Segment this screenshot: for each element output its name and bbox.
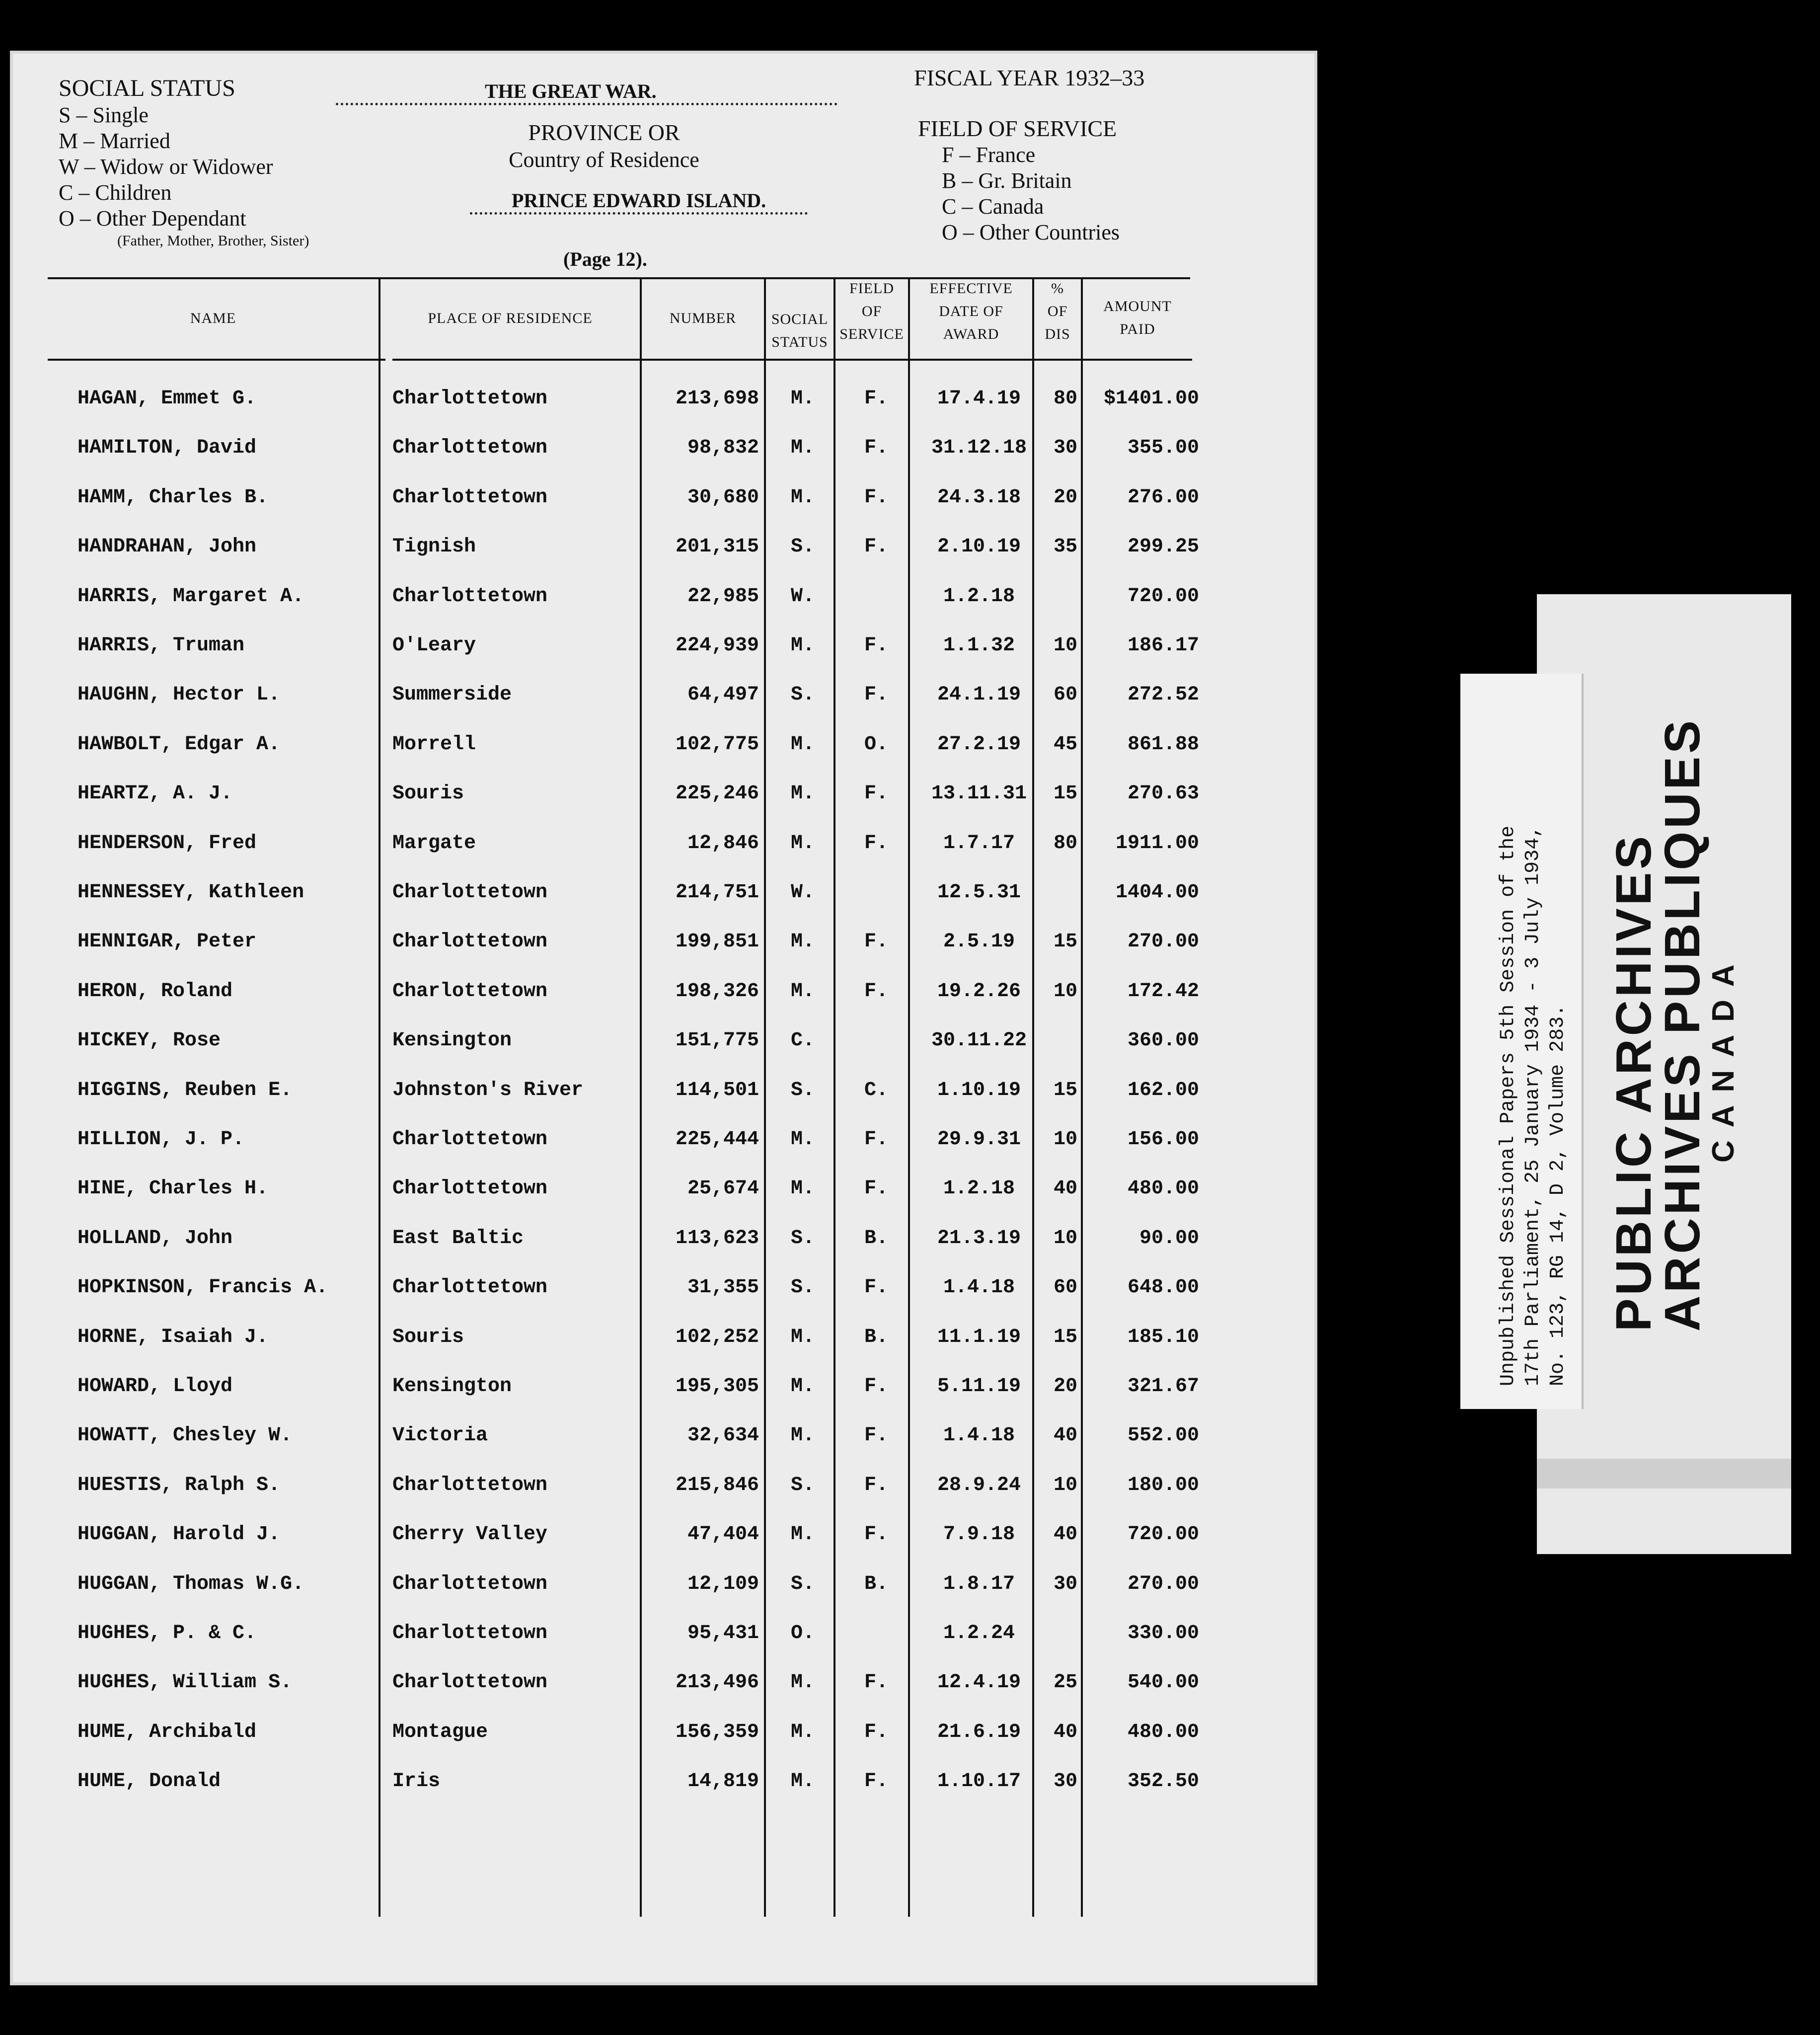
table-row (13, 1516, 1314, 1556)
row-pct-dis: 30 (1053, 1770, 1077, 1793)
col-header-social-status: SOCIAL STATUS (771, 311, 829, 350)
table-row (13, 924, 1314, 963)
row-effective-date: 21.3.19 (937, 1227, 1021, 1250)
country-heading: Country of Residence (509, 148, 699, 172)
row-effective-date: 30.11.22 (931, 1029, 1027, 1052)
row-social-status: M. (790, 783, 815, 805)
table-row (13, 874, 1314, 914)
row-amount: $1401.00 (1103, 388, 1199, 410)
field-of-service-title: FIELD OF SERVICE (918, 116, 1117, 141)
row-effective-date: 1.2.18 (943, 1177, 1015, 1200)
row-field-of-service: B. (864, 1227, 888, 1250)
row-effective-date: 21.6.19 (937, 1721, 1021, 1743)
row-field-of-service: F. (864, 486, 888, 509)
table-row (13, 726, 1314, 766)
row-effective-date: 31.12.18 (931, 437, 1027, 459)
row-social-status: M. (790, 832, 815, 855)
archive-note (1496, 826, 1571, 1386)
row-number: 214,751 (675, 881, 759, 904)
row-name: HAWBOLT, Edgar A. (77, 733, 281, 756)
legend-item: C – Children (59, 180, 172, 205)
row-name: HUGHES, P. & C. (77, 1622, 257, 1644)
row-pct-dis: 15 (1053, 931, 1077, 953)
row-amount: 162.00 (1127, 1079, 1199, 1101)
header-underline (48, 359, 385, 361)
table-row (13, 1220, 1314, 1260)
row-number: 114,501 (675, 1079, 759, 1101)
row-effective-date: 2.5.19 (943, 931, 1015, 953)
row-name: HEARTZ, A. J. (77, 783, 233, 805)
social-status-legend (59, 102, 273, 232)
row-social-status: M. (790, 1375, 815, 1398)
row-name: HAUGHN, Hector L. (77, 684, 281, 706)
row-place: Tignish (392, 536, 476, 558)
col-header-name: NAME (190, 310, 236, 326)
row-pct-dis: 80 (1053, 388, 1077, 410)
row-number: 22,985 (687, 585, 759, 608)
legend-item: B – Gr. Britain (942, 168, 1072, 193)
row-effective-date: 1.1.32 (943, 634, 1015, 657)
row-number: 151,775 (675, 1029, 759, 1052)
col-header-number: NUMBER (669, 310, 737, 326)
row-effective-date: 1.4.18 (943, 1276, 1015, 1299)
row-amount: 1911.00 (1115, 832, 1199, 855)
row-amount: 186.17 (1127, 634, 1199, 657)
row-place: Charlottetown (392, 1474, 548, 1496)
row-pct-dis: 20 (1053, 1375, 1077, 1398)
row-place: Kensington (392, 1375, 512, 1398)
row-amount: 720.00 (1127, 585, 1199, 608)
row-number: 213,496 (675, 1671, 759, 1694)
row-name: HUME, Donald (77, 1770, 221, 1793)
row-pct-dis: 10 (1053, 1227, 1077, 1250)
row-name: HILLION, J. P. (77, 1128, 245, 1151)
table-row (13, 479, 1314, 519)
row-pct-dis: 30 (1053, 437, 1077, 459)
row-social-status: S. (790, 1474, 815, 1496)
table-row (13, 1467, 1314, 1507)
col-header-effective-date: EFFECTIVE DATE OF AWARD (929, 280, 1013, 342)
row-name: HOLLAND, John (77, 1227, 233, 1250)
row-amount: 720.00 (1127, 1523, 1199, 1546)
row-field-of-service: F. (864, 1375, 888, 1398)
row-amount: 480.00 (1127, 1177, 1199, 1200)
row-amount: 355.00 (1127, 437, 1199, 459)
row-name: HAMILTON, David (77, 437, 257, 459)
row-amount: 321.67 (1127, 1375, 1199, 1398)
row-number: 198,326 (675, 980, 759, 1003)
row-number: 113,623 (675, 1227, 759, 1250)
row-field-of-service: F. (864, 1177, 888, 1200)
row-pct-dis: 40 (1053, 1721, 1077, 1743)
row-amount: 1404.00 (1115, 881, 1199, 904)
row-effective-date: 13.11.31 (931, 783, 1027, 805)
row-name: HANDRAHAN, John (77, 536, 257, 558)
row-name: HUESTIS, Ralph S. (77, 1474, 281, 1496)
table-row (13, 381, 1314, 420)
row-amount: 330.00 (1127, 1622, 1199, 1644)
row-place: Charlottetown (392, 980, 548, 1003)
table-row (13, 1269, 1314, 1309)
row-name: HUGGAN, Thomas W.G. (77, 1573, 304, 1595)
row-place: Victoria (392, 1424, 488, 1447)
row-social-status: S. (790, 1573, 815, 1595)
table-row (13, 627, 1314, 667)
row-number: 225,246 (675, 783, 759, 805)
table-row (13, 529, 1314, 568)
row-amount: 480.00 (1127, 1721, 1199, 1743)
row-pct-dis: 20 (1053, 486, 1077, 509)
archive-line-2: ARCHIVES PUBLIQUES (1655, 717, 1710, 1331)
row-social-status: S. (790, 1227, 815, 1250)
row-field-of-service: B. (864, 1573, 888, 1595)
row-place: Charlottetown (392, 1671, 548, 1694)
document-sheet (13, 54, 1314, 1982)
row-pct-dis: 80 (1053, 832, 1077, 855)
table-row (13, 1566, 1314, 1606)
legend-item: O – Other Countries (942, 220, 1120, 244)
row-amount: 360.00 (1127, 1029, 1199, 1052)
row-amount: 156.00 (1127, 1128, 1199, 1151)
col-header-place: PLACE OF RESIDENCE (428, 310, 593, 326)
legend-item: O – Other Dependant (59, 206, 246, 231)
row-social-status: C. (790, 1029, 815, 1052)
row-amount: 172.42 (1127, 980, 1199, 1003)
row-place: Margate (392, 832, 476, 855)
row-field-of-service: O. (864, 733, 888, 756)
row-pct-dis: 10 (1053, 1128, 1077, 1151)
row-field-of-service: F. (864, 931, 888, 953)
row-number: 47,404 (687, 1523, 759, 1546)
row-pct-dis: 15 (1053, 1326, 1077, 1348)
row-number: 225,444 (675, 1128, 759, 1151)
row-field-of-service: F. (864, 1474, 888, 1496)
archive-note-line: No. 123, RG 14, D 2, Volume 283. (1547, 1004, 1569, 1386)
row-name: HORNE, Isaiah J. (77, 1326, 269, 1348)
row-name: HINE, Charles H. (77, 1177, 269, 1200)
row-name: HIGGINS, Reuben E. (77, 1079, 293, 1101)
row-number: 14,819 (687, 1770, 759, 1793)
row-effective-date: 11.1.19 (937, 1326, 1021, 1348)
row-number: 102,252 (675, 1326, 759, 1348)
row-name: HUGHES, William S. (77, 1671, 293, 1694)
row-social-status: M. (790, 1721, 815, 1743)
row-place: Charlottetown (392, 931, 548, 953)
row-number: 215,846 (675, 1474, 759, 1496)
row-amount: 90.00 (1139, 1227, 1199, 1250)
row-field-of-service: F. (864, 684, 888, 706)
row-name: HENNIGAR, Peter (77, 931, 257, 953)
row-social-status: M. (790, 486, 815, 509)
row-social-status: M. (790, 634, 815, 657)
row-effective-date: 1.10.17 (937, 1770, 1021, 1793)
row-name: HOPKINSON, Francis A. (77, 1276, 328, 1299)
row-social-status: S. (790, 684, 815, 706)
row-field-of-service: F. (864, 536, 888, 558)
row-pct-dis: 60 (1053, 1276, 1077, 1299)
row-number: 156,359 (675, 1721, 759, 1743)
social-status-note: (Father, Mother, Brother, Sister) (117, 233, 309, 249)
row-amount: 540.00 (1127, 1671, 1199, 1694)
row-field-of-service: F. (864, 388, 888, 410)
row-pct-dis: 10 (1053, 980, 1077, 1003)
row-number: 102,775 (675, 733, 759, 756)
row-number: 199,851 (675, 931, 759, 953)
row-number: 201,315 (675, 536, 759, 558)
row-effective-date: 12.5.31 (937, 881, 1021, 904)
row-effective-date: 1.8.17 (943, 1573, 1015, 1595)
row-place: Kensington (392, 1029, 512, 1052)
row-pct-dis: 30 (1053, 1573, 1077, 1595)
field-of-service-legend (942, 142, 1120, 245)
legend-item: F – France (942, 143, 1036, 167)
row-amount: 270.63 (1127, 783, 1199, 805)
row-number: 12,846 (687, 832, 759, 855)
row-place: Cherry Valley (392, 1523, 548, 1546)
row-name: HENDERSON, Fred (77, 832, 257, 855)
row-effective-date: 17.4.19 (937, 388, 1021, 410)
row-number: 12,109 (687, 1573, 759, 1595)
row-amount: 352.50 (1127, 1770, 1199, 1793)
row-field-of-service: F. (864, 1721, 888, 1743)
row-pct-dis: 15 (1053, 1079, 1077, 1101)
archive-note-line: Unpublished Sessional Papers 5th Session of the (1497, 825, 1519, 1386)
table-row (13, 973, 1314, 1013)
row-effective-date: 28.9.24 (937, 1474, 1021, 1496)
row-social-status: W. (790, 881, 815, 904)
table-row (13, 1714, 1314, 1754)
row-social-status: S. (790, 1276, 815, 1299)
row-place: Charlottetown (392, 1128, 548, 1151)
col-header-field: FIELD OF SERVICE (839, 280, 904, 342)
row-place: Summerside (392, 684, 512, 706)
row-effective-date: 1.7.17 (943, 832, 1015, 855)
row-social-status: M. (790, 1424, 815, 1447)
legend-item: M – Married (59, 129, 170, 153)
row-social-status: M. (790, 388, 815, 410)
table-row (13, 825, 1314, 865)
table-row (13, 1022, 1314, 1062)
row-number: 25,674 (687, 1177, 759, 1200)
row-social-status: M. (790, 1177, 815, 1200)
row-place: Johnston's River (392, 1079, 584, 1101)
row-name: HAMM, Charles B. (77, 486, 269, 509)
table-row (13, 1121, 1314, 1161)
table-row (13, 1171, 1314, 1210)
row-field-of-service: F. (864, 1770, 888, 1793)
row-effective-date: 2.10.19 (937, 536, 1021, 558)
archive-note-line: 17th Parliament, 25 January 1934 - 3 July 1934, (1522, 825, 1544, 1386)
row-effective-date: 1.2.18 (943, 585, 1015, 608)
row-amount: 861.88 (1127, 733, 1199, 756)
row-social-status: M. (790, 1770, 815, 1793)
row-effective-date: 19.2.26 (937, 980, 1021, 1003)
row-effective-date: 1.10.19 (937, 1079, 1021, 1101)
row-amount: 276.00 (1127, 486, 1199, 509)
row-effective-date: 1.2.24 (943, 1622, 1015, 1644)
row-name: HICKEY, Rose (77, 1029, 221, 1052)
row-social-status: M. (790, 1326, 815, 1348)
row-field-of-service: F. (864, 1128, 888, 1151)
war-title: THE GREAT WAR. (336, 79, 837, 105)
header-underline (392, 359, 1192, 361)
row-place: Charlottetown (392, 1276, 548, 1299)
row-name: HOWARD, Lloyd (77, 1375, 233, 1398)
row-number: 64,497 (687, 684, 759, 706)
row-field-of-service: B. (864, 1326, 888, 1348)
archive-tag-shadow (1537, 1459, 1791, 1488)
row-name: HARRIS, Margaret A. (77, 585, 304, 608)
row-field-of-service: F. (864, 437, 888, 459)
row-number: 98,832 (687, 437, 759, 459)
col-header-pct-dis: % OF DIS (1045, 280, 1070, 342)
row-amount: 299.25 (1127, 536, 1199, 558)
row-field-of-service: F. (864, 1424, 888, 1447)
archive-line-3: CANADA (1706, 951, 1741, 1163)
archive-line-1: PUBLIC ARCHIVES (1606, 833, 1662, 1331)
row-name: HUME, Archibald (77, 1721, 257, 1743)
row-amount: 552.00 (1127, 1424, 1199, 1447)
row-field-of-service: C. (864, 1079, 888, 1101)
row-place: Charlottetown (392, 1573, 548, 1595)
row-amount: 648.00 (1127, 1276, 1199, 1299)
row-field-of-service: F. (864, 634, 888, 657)
legend-item: W – Widow or Widower (59, 155, 273, 179)
table-row (13, 1368, 1314, 1408)
row-number: 224,939 (675, 634, 759, 657)
table-row (13, 1417, 1314, 1457)
row-effective-date: 12.4.19 (937, 1671, 1021, 1694)
row-effective-date: 1.4.18 (943, 1424, 1015, 1447)
row-pct-dis: 25 (1053, 1671, 1077, 1694)
row-effective-date: 5.11.19 (937, 1375, 1021, 1398)
table-row (13, 776, 1314, 815)
row-field-of-service: F. (864, 1276, 888, 1299)
row-amount: 270.00 (1127, 1573, 1199, 1595)
page-number: (Page 12). (563, 248, 647, 270)
row-number: 95,431 (687, 1622, 759, 1644)
row-number: 213,698 (675, 388, 759, 410)
row-field-of-service: F. (864, 980, 888, 1003)
row-place: Iris (392, 1770, 441, 1793)
row-effective-date: 7.9.18 (943, 1523, 1015, 1546)
row-place: Charlottetown (392, 388, 548, 410)
social-status-title: SOCIAL STATUS (59, 75, 235, 101)
row-field-of-service: F. (864, 832, 888, 855)
row-field-of-service: F. (864, 1523, 888, 1546)
row-place: Charlottetown (392, 1177, 548, 1200)
fiscal-year: FISCAL YEAR 1932–33 (914, 65, 1145, 90)
row-social-status: M. (790, 931, 815, 953)
table-row (13, 1072, 1314, 1112)
row-effective-date: 29.9.31 (937, 1128, 1021, 1151)
row-number: 30,680 (687, 486, 759, 509)
row-pct-dis: 40 (1053, 1523, 1077, 1546)
row-pct-dis: 35 (1053, 536, 1077, 558)
table-row (13, 1763, 1314, 1803)
row-name: HARRIS, Truman (77, 634, 245, 657)
row-pct-dis: 40 (1053, 1424, 1077, 1447)
row-social-status: M. (790, 437, 815, 459)
row-place: Souris (392, 783, 464, 805)
row-social-status: M. (790, 1523, 815, 1546)
row-social-status: S. (790, 536, 815, 558)
row-pct-dis: 45 (1053, 733, 1077, 756)
row-pct-dis: 15 (1053, 783, 1077, 805)
row-name: HOWATT, Chesley W. (77, 1424, 293, 1447)
row-place: Charlottetown (392, 585, 548, 608)
row-amount: 185.10 (1127, 1326, 1199, 1348)
table-row (13, 1615, 1314, 1655)
row-social-status: M. (790, 1671, 815, 1694)
row-place: Charlottetown (392, 486, 548, 509)
row-field-of-service: F. (864, 783, 888, 805)
col-header-amount: AMOUNT PAID (1103, 298, 1172, 337)
row-pct-dis: 40 (1053, 1177, 1077, 1200)
row-social-status: M. (790, 733, 815, 756)
row-name: HERON, Roland (77, 980, 233, 1003)
row-amount: 272.52 (1127, 684, 1199, 706)
province-heading: PROVINCE OR (528, 120, 680, 145)
row-pct-dis: 10 (1053, 1474, 1077, 1496)
row-field-of-service: F. (864, 1671, 888, 1694)
legend-item: C – Canada (942, 194, 1044, 219)
row-pct-dis: 60 (1053, 684, 1077, 706)
row-social-status: W. (790, 585, 815, 608)
row-amount: 180.00 (1127, 1474, 1199, 1496)
row-social-status: S. (790, 1079, 815, 1101)
row-pct-dis: 10 (1053, 634, 1077, 657)
row-number: 31,355 (687, 1276, 759, 1299)
row-effective-date: 24.1.19 (937, 684, 1021, 706)
legend-item: S – Single (59, 103, 149, 127)
row-number: 195,305 (675, 1375, 759, 1398)
row-place: Charlottetown (392, 437, 548, 459)
table-row (13, 677, 1314, 716)
row-social-status: O. (790, 1622, 815, 1644)
row-amount: 270.00 (1127, 931, 1199, 953)
row-place: Souris (392, 1326, 464, 1348)
row-place: Morrell (392, 733, 476, 756)
row-social-status: M. (790, 980, 815, 1003)
row-place: East Baltic (392, 1227, 524, 1250)
row-name: HENNESSEY, Kathleen (77, 881, 304, 904)
row-effective-date: 24.3.18 (937, 486, 1021, 509)
row-effective-date: 27.2.19 (937, 733, 1021, 756)
row-place: O'Leary (392, 634, 476, 657)
row-social-status: M. (790, 1128, 815, 1151)
row-place: Charlottetown (392, 881, 548, 904)
row-place: Charlottetown (392, 1622, 548, 1644)
table-row (13, 1319, 1314, 1359)
table-row (13, 578, 1314, 618)
province-name: PRINCE EDWARD ISLAND. (470, 189, 808, 215)
row-place: Montague (392, 1721, 488, 1743)
table-row (13, 430, 1314, 470)
row-number: 32,634 (687, 1424, 759, 1447)
table-row (13, 1664, 1314, 1704)
row-name: HUGGAN, Harold J. (77, 1523, 281, 1546)
row-name: HAGAN, Emmet G. (77, 388, 257, 410)
